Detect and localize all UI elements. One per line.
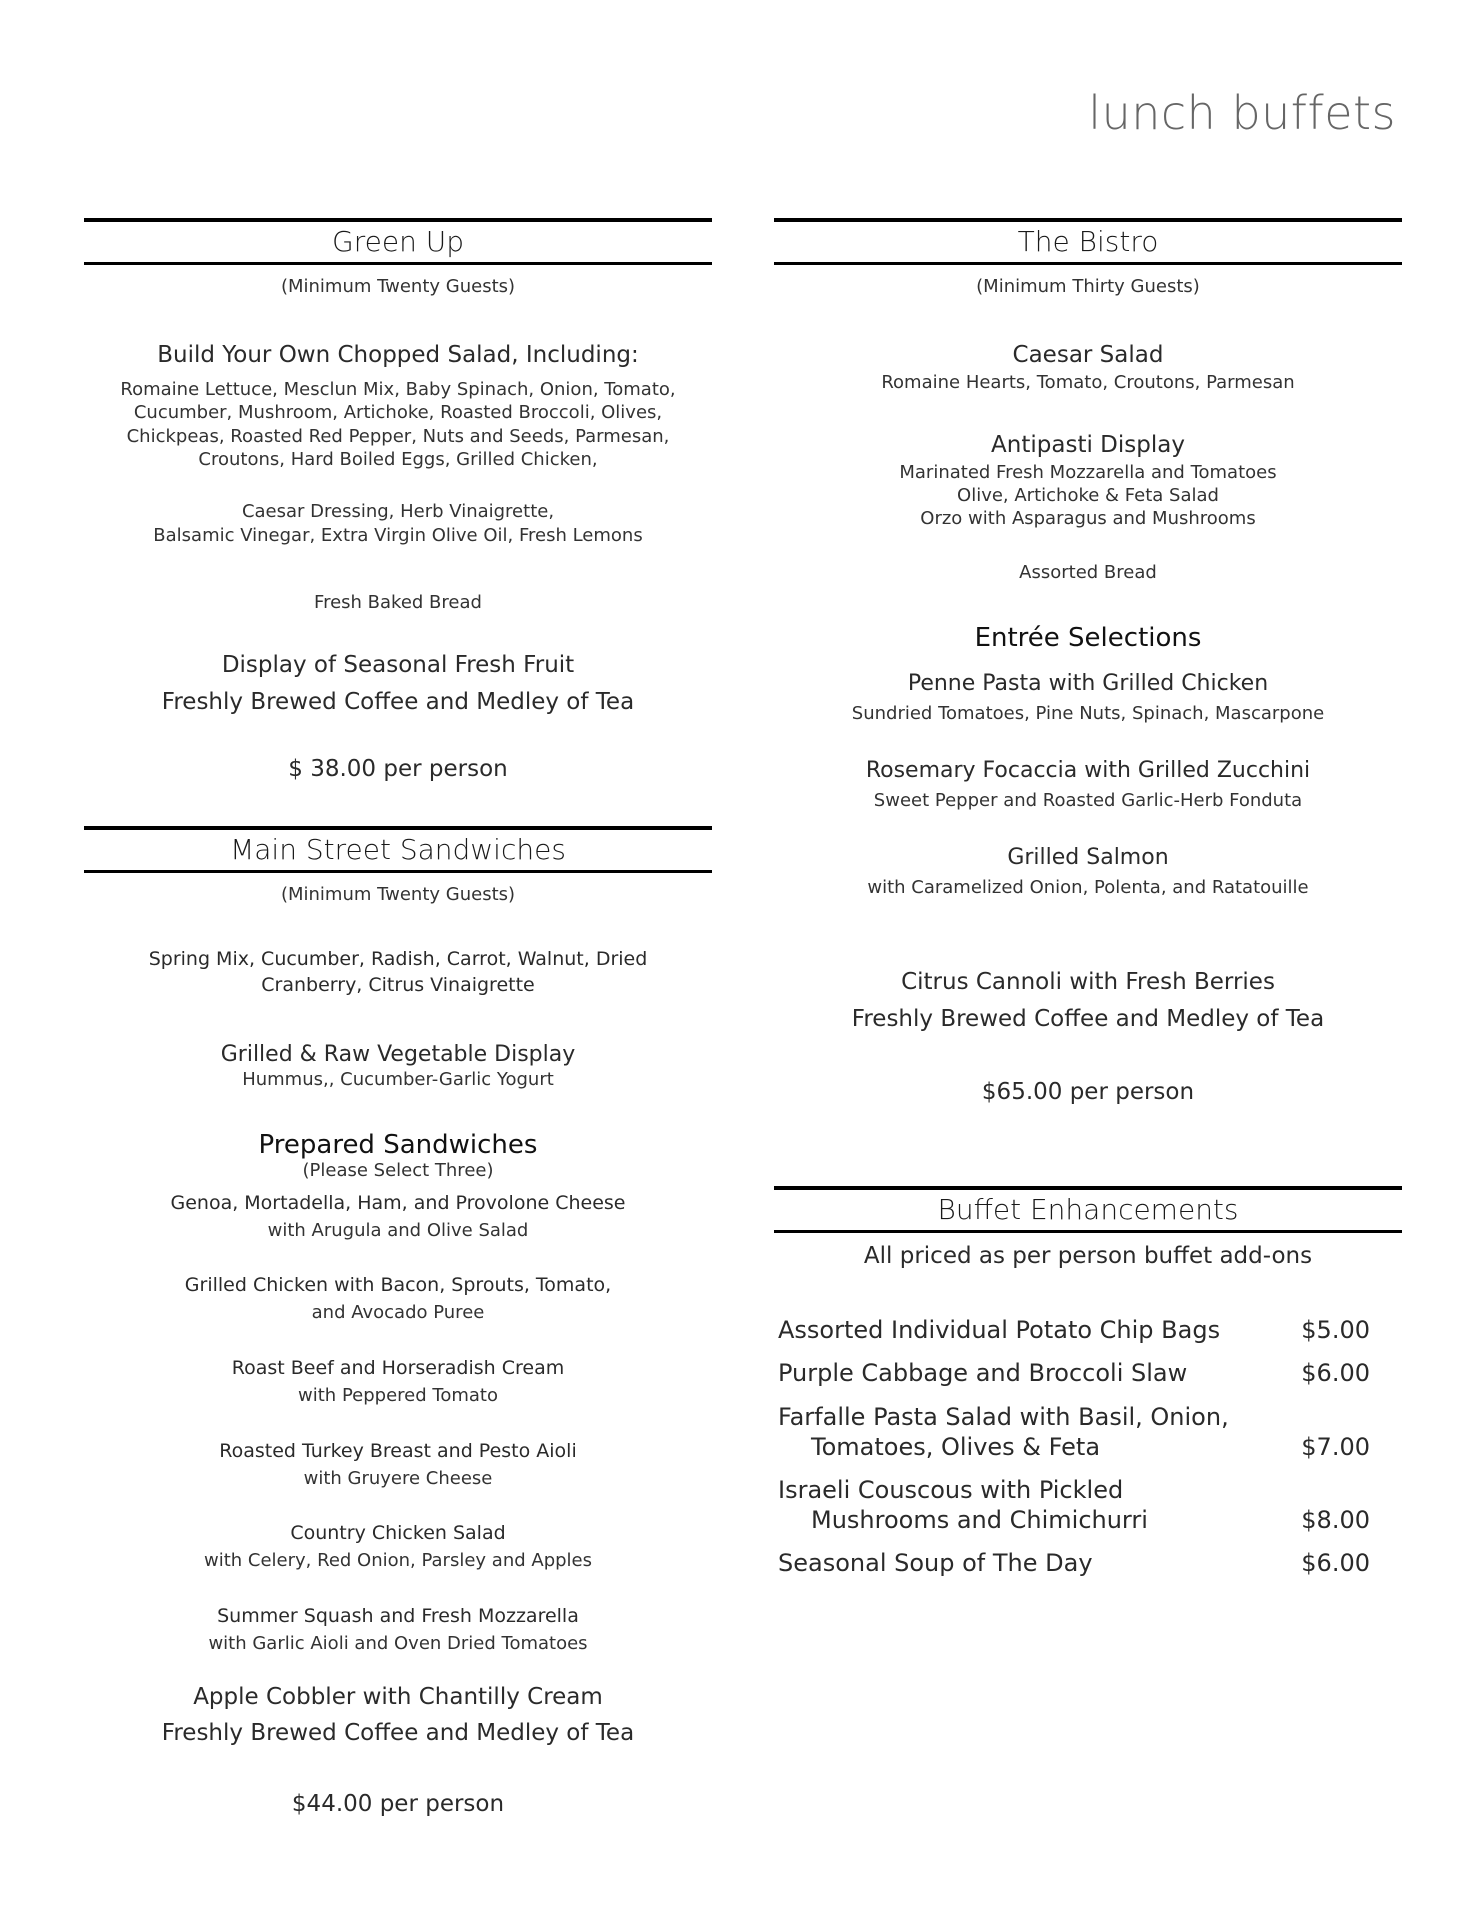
bistro-price: $65.00 per person xyxy=(981,1079,1195,1105)
bistro-minimum: (Minimum Thirty Guests) xyxy=(976,276,1200,297)
prepared-sandwiches-note: (Please Select Three) xyxy=(302,1160,494,1181)
veg-display-title: Grilled & Raw Vegetable Display xyxy=(220,1042,576,1067)
left-column xyxy=(84,0,712,1920)
bread-line: Fresh Baked Bread xyxy=(314,592,482,613)
entree-name: Grilled Salmon xyxy=(1007,845,1169,870)
entree-name: Rosemary Focaccia with Grilled Zucchini xyxy=(865,758,1311,783)
sandwich-name: Genoa, Mortadella, Ham, and Provolone Cheese xyxy=(170,1192,626,1214)
enhancement-item xyxy=(774,1358,1402,1388)
fruit-line: Display of Seasonal Fresh Fruit xyxy=(221,652,575,678)
sandwich-name: Country Chicken Salad xyxy=(290,1522,506,1544)
enhancement-price: $6.00 xyxy=(1301,1359,1370,1387)
main-street-header: Main Street Sandwiches xyxy=(84,826,712,873)
antipasti-title: Antipasti Display xyxy=(991,432,1185,458)
salad-item-line: Cucumber, Mushroom, Artichoke, Roasted Broccoli, Olives, xyxy=(133,402,663,423)
enhancement-name-cont: Mushrooms and Chimichurri xyxy=(811,1506,1148,1534)
right-column xyxy=(774,0,1402,1920)
entree-selections-title: Entrée Selections xyxy=(974,623,1202,653)
sandwich-sub: with Peppered Tomato xyxy=(298,1385,498,1406)
antipasti-item: Olive, Artichoke & Feta Salad xyxy=(957,485,1219,506)
green-up-price: $ 38.00 per person xyxy=(288,756,508,782)
main-street-minimum: (Minimum Twenty Guests) xyxy=(280,884,516,905)
salad-heading: Build Your Own Chopped Salad, Including: xyxy=(157,342,639,368)
coffee-line: Freshly Brewed Coffee and Medley of Tea xyxy=(161,1720,635,1746)
enhancement-name: Assorted Individual Potato Chip Bags xyxy=(778,1316,1221,1344)
dressing-line: Caesar Dressing, Herb Vinaigrette, xyxy=(241,501,555,522)
sandwich-sub: with Arugula and Olive Salad xyxy=(267,1220,529,1241)
dessert-line: Apple Cobbler with Chantilly Cream xyxy=(193,1684,603,1710)
bistro-dessert: Citrus Cannoli with Fresh Berries xyxy=(901,969,1275,995)
sandwich-sub: with Celery, Red Onion, Parsley and Apples xyxy=(204,1550,592,1571)
sandwich-name: Roasted Turkey Breast and Pesto Aioli xyxy=(219,1440,577,1462)
enhancement-price: $5.00 xyxy=(1301,1316,1370,1344)
entree-sub: with Caramelized Onion, Polenta, and Ratatouille xyxy=(867,877,1309,898)
salad-item-line: Chickpeas, Roasted Red Pepper, Nuts and Seeds, Parmesan, xyxy=(126,426,670,447)
enhancement-name: Israeli Couscous with Pickled xyxy=(778,1476,1124,1504)
enhancement-name: Seasonal Soup of The Day xyxy=(778,1549,1093,1577)
bistro-header: The Bistro xyxy=(774,218,1402,265)
green-up-minimum: (Minimum Twenty Guests) xyxy=(280,276,516,297)
sandwich-name: Summer Squash and Fresh Mozzarella xyxy=(217,1605,579,1627)
sandwich-name: Grilled Chicken with Bacon, Sprouts, Tomato, xyxy=(184,1274,612,1296)
prepared-sandwiches-title: Prepared Sandwiches xyxy=(258,1130,538,1160)
entree-sub: Sundried Tomatoes, Pine Nuts, Spinach, Mascarpone xyxy=(851,703,1325,724)
salad-item-line: Croutons, Hard Boiled Eggs, Grilled Chicken, xyxy=(198,449,598,470)
entree-name: Penne Pasta with Grilled Chicken xyxy=(907,671,1269,696)
caesar-title: Caesar Salad xyxy=(1012,342,1164,368)
bistro-coffee: Freshly Brewed Coffee and Medley of Tea xyxy=(851,1006,1325,1032)
salad-item-line: Romaine Lettuce, Mesclun Mix, Baby Spinach, Onion, Tomato, xyxy=(120,379,676,400)
main-street-price: $44.00 per person xyxy=(291,1791,505,1817)
enhancement-price: $8.00 xyxy=(1301,1506,1370,1534)
sandwich-sub: with Garlic Aioli and Oven Dried Tomatoes xyxy=(208,1633,588,1654)
spring-mix-line: Spring Mix, Cucumber, Radish, Carrot, Walnut, Dried xyxy=(148,948,648,970)
page-title: lunch buffets xyxy=(1088,86,1396,140)
enhancements-subtitle: All priced as per person buffet add-ons xyxy=(863,1243,1313,1269)
antipasti-item: Marinated Fresh Mozzarella and Tomatoes xyxy=(899,462,1277,483)
enhancement-item xyxy=(774,1548,1402,1578)
enhancement-name: Purple Cabbage and Broccoli Slaw xyxy=(778,1359,1188,1387)
enhancement-item xyxy=(774,1315,1402,1345)
veg-display-sub: Hummus,, Cucumber-Garlic Yogurt xyxy=(242,1069,554,1090)
enhancement-price: $7.00 xyxy=(1301,1433,1370,1461)
enhancement-item xyxy=(774,1402,1402,1462)
sandwich-sub: with Gruyere Cheese xyxy=(303,1468,493,1489)
entree-sub: Sweet Pepper and Roasted Garlic-Herb Fonduta xyxy=(873,790,1303,811)
sandwich-sub: and Avocado Puree xyxy=(311,1302,485,1323)
bistro-bread: Assorted Bread xyxy=(1019,562,1157,583)
enhancement-price: $6.00 xyxy=(1301,1549,1370,1577)
enhancements-header: Buffet Enhancements xyxy=(774,1186,1402,1233)
antipasti-item: Orzo with Asparagus and Mushrooms xyxy=(920,508,1256,529)
sandwich-name: Roast Beef and Horseradish Cream xyxy=(231,1357,565,1379)
enhancement-item xyxy=(774,1475,1402,1535)
caesar-sub: Romaine Hearts, Tomato, Croutons, Parmesan xyxy=(881,372,1295,393)
coffee-line: Freshly Brewed Coffee and Medley of Tea xyxy=(161,689,635,715)
spring-mix-line: Cranberry, Citrus Vinaigrette xyxy=(261,974,535,996)
green-up-header: Green Up xyxy=(84,218,712,265)
dressing-line: Balsamic Vinegar, Extra Virgin Olive Oil, Fresh Lemons xyxy=(153,525,643,546)
enhancement-name-cont: Tomatoes, Olives & Feta xyxy=(811,1433,1101,1461)
enhancement-name: Farfalle Pasta Salad with Basil, Onion, xyxy=(778,1403,1229,1431)
